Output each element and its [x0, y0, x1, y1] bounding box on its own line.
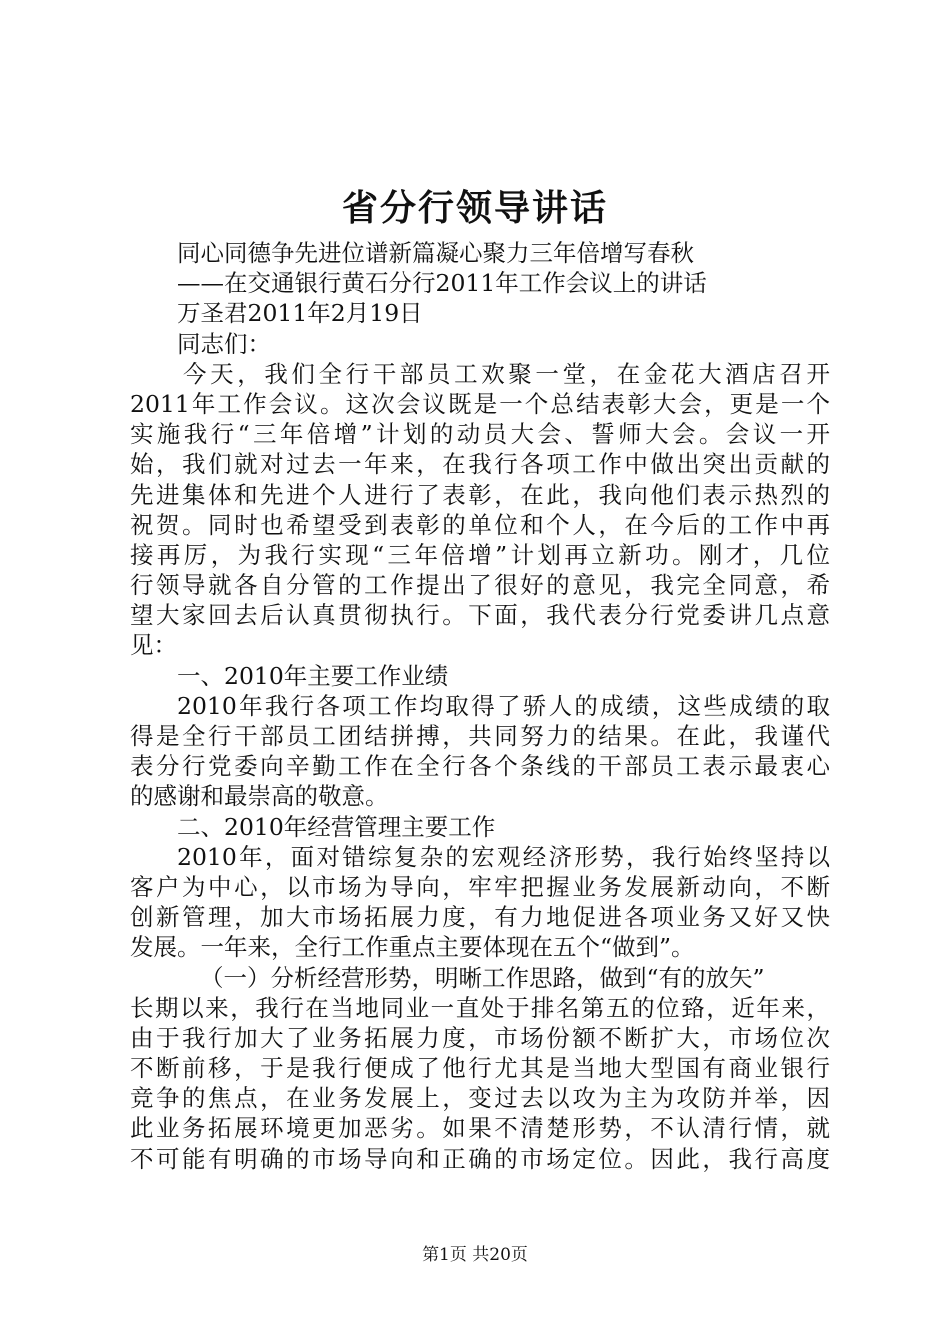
text-line: 由于我行加大了业务拓展力度，市场份额不断扩大，市场位次	[130, 1023, 830, 1052]
text-line: 见：	[130, 631, 177, 660]
section-heading: 二、2010年经营管理主要工作	[177, 812, 496, 841]
speech-occasion: ——在交通银行黄石分行2011年工作会议上的讲话	[177, 269, 707, 298]
text-line: 得是全行干部员工团结拼搏，共同努力的结果。在此，我谨代	[130, 722, 830, 750]
text-line: 先进集体和先进个人进行了表彰，在此，我向他们表示热烈的	[130, 480, 830, 509]
speech-subtitle: 同心同德争先进位谱新篇凝心聚力三年倍增写春秋	[177, 239, 694, 267]
text-line: 不断前移，于是我行便成了他行尤其是当地大型国有商业银行	[130, 1054, 830, 1083]
text-line: 表分行党委向辛勤工作在全行各个条线的干部员工表示最衷心	[130, 752, 830, 781]
text-line: 接再厉，为我行实现“三年倍增”计划再立新功。刚才，几位	[130, 540, 830, 569]
text-line: 祝贺。同时也希望受到表彰的单位和个人，在今后的工作中再	[130, 510, 830, 539]
text-line: 2010年我行各项工作均取得了骄人的成绩，这些成绩的取	[177, 691, 830, 720]
salutation: 同志们：	[177, 329, 271, 358]
text-line: 此业务拓展环境更加恶劣。如果不清楚形势，不认清行情，就	[130, 1114, 830, 1143]
section-heading: 一、2010年主要工作业绩	[177, 661, 449, 690]
text-line: 发展。一年来，全行工作重点主要体现在五个“做到”。	[130, 933, 695, 962]
text-line: 今天，我们全行干部员工欢聚一堂，在金花大酒店召开	[183, 359, 830, 388]
speaker-date: 万圣君2011年2月19日	[177, 299, 423, 328]
subsection-heading: （一）分析经营形势，明晰工作思路，做到“有的放矢”	[200, 963, 765, 992]
text-line: 行领导就各自分管的工作提出了很好的意见，我完全同意，希	[130, 571, 830, 600]
text-line: 客户为中心，以市场为导向，牢牢把握业务发展新动向，不断	[130, 872, 830, 901]
text-line: 竞争的焦点，在业务发展上，变过去以攻为主为攻防并举，因	[130, 1084, 830, 1113]
text-line: 创新管理，加大市场拓展力度，有力地促进各项业务又好又快	[130, 903, 830, 932]
text-line: 长期以来，我行在当地同业一直处于排名第五的位臵，近年来，	[130, 993, 830, 1022]
page-footer: 第1页 共20页	[422, 1245, 528, 1265]
text-line: 2011年工作会议。这次会议既是一个总结表彰大会，更是一个	[130, 389, 830, 418]
text-line: 实施我行“三年倍增”计划的动员大会、誓师大会。会议一开	[130, 420, 830, 449]
text-line: 望大家回去后认真贯彻执行。下面，我代表分行党委讲几点意	[130, 601, 830, 630]
text-line: 2010年，面对错综复杂的宏观经济形势，我行始终坚持以	[177, 842, 830, 871]
text-line: 的感谢和最崇高的敬意。	[130, 782, 389, 811]
document-body	[130, 238, 830, 1174]
text-line: 不可能有明确的市场导向和正确的市场定位。因此，我行高度	[130, 1144, 830, 1173]
document-title: 省分行领导讲话	[341, 187, 608, 229]
text-line: 始，我们就对过去一年来，在我行各项工作中做出突出贡献的	[130, 450, 830, 479]
